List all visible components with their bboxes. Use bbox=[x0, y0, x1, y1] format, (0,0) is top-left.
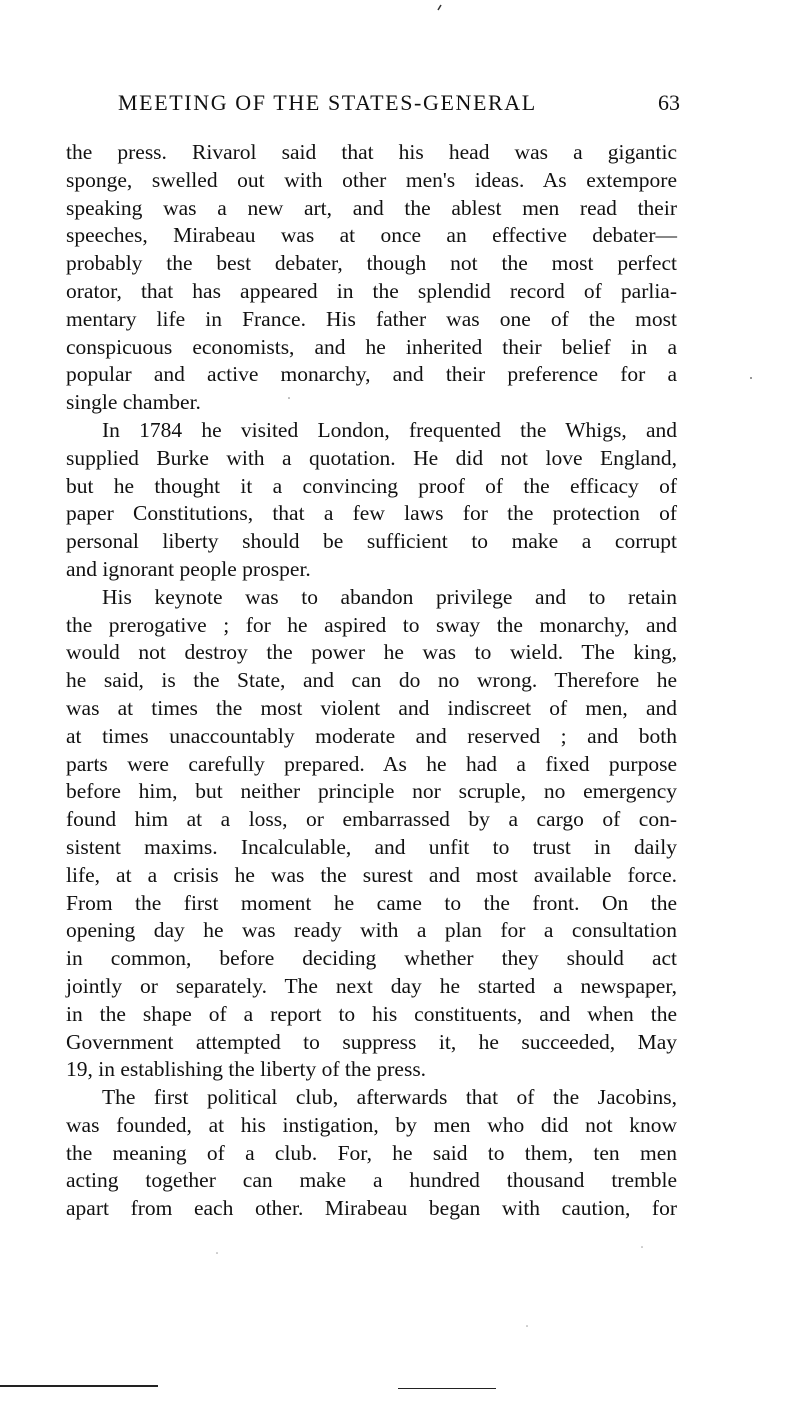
text-line: popular and active monarchy, and their preference for a bbox=[66, 362, 677, 387]
text-line: the prerogative ; for he aspired to sway the monarchy, and bbox=[66, 612, 677, 637]
text-line: jointly or separately. The next day he started a newspaper, bbox=[66, 973, 677, 998]
scan-speck bbox=[750, 377, 752, 379]
text-line: single chamber. bbox=[66, 390, 201, 415]
text-line: found him at a loss, or embarrassed by a cargo of con- bbox=[66, 807, 677, 832]
text-line: parts were carefully prepared. As he had a fixed purpose bbox=[66, 751, 677, 776]
text-line: supplied Burke with a quotation. He did not love England, bbox=[66, 445, 677, 470]
text-line: the press. Rivarol said that his head was a gigantic bbox=[66, 140, 677, 164]
text-line: the meaning of a club. For, he said to them, ten men bbox=[66, 1140, 677, 1165]
body-text bbox=[66, 139, 677, 1223]
text-line: was founded, at his instigation, by men who did not know bbox=[66, 1112, 677, 1137]
text-line: but he thought it a convincing proof of the efficacy of bbox=[66, 473, 677, 498]
text-line: mentary life in France. His father was one of the most bbox=[66, 306, 677, 331]
text-line: In 1784 he visited London, frequented the Whigs, and bbox=[102, 417, 677, 442]
text-line: His keynote was to abandon privilege and to retain bbox=[102, 584, 677, 609]
running-head-title: MEETING OF THE STATES-GENERAL bbox=[118, 90, 537, 115]
text-line: life, at a crisis he was the surest and most available force. bbox=[66, 862, 677, 887]
text-line: in the shape of a report to his constituents, and when the bbox=[66, 1001, 677, 1026]
text-line: would not destroy the power he was to wield. The king, bbox=[66, 640, 677, 665]
scan-speck bbox=[438, 5, 441, 10]
text-line: conspicuous economists, and he inherited their belief in a bbox=[66, 334, 677, 359]
text-line: at times unaccountably moderate and reserved ; and both bbox=[66, 723, 677, 748]
scan-speck bbox=[526, 1325, 528, 1327]
text-line: before him, but neither principle nor scruple, no emergency bbox=[66, 779, 677, 804]
text-line: was at times the most violent and indiscreet of men, and bbox=[66, 695, 677, 720]
text-line: sistent maxims. Incalculable, and unfit to trust in daily bbox=[66, 834, 677, 859]
scan-speck bbox=[216, 1252, 218, 1254]
running-head bbox=[118, 88, 680, 118]
page-number: 63 bbox=[658, 90, 680, 115]
text-line: paper Constitutions, that a few laws for the protection of bbox=[66, 501, 677, 526]
text-line: sponge, swelled out with other men's ideas. As extempore bbox=[66, 167, 677, 192]
text-line: The first political club, afterwards that of the Jacobins, bbox=[102, 1085, 677, 1110]
text-line: speaking was a new art, and the ablest men read their bbox=[66, 195, 677, 220]
text-line: and ignorant people prosper. bbox=[66, 556, 311, 581]
text-line: From the first moment he came to the front. On the bbox=[66, 890, 677, 915]
text-line: acting together can make a hundred thousand tremble bbox=[66, 1168, 677, 1193]
text-line: probably the best debater, though not the most perfect bbox=[66, 251, 677, 276]
text-line: opening day he was ready with a plan for a consultation bbox=[66, 918, 677, 943]
footer-rule bbox=[398, 1388, 496, 1389]
text-line: Government attempted to suppress it, he succeeded, May bbox=[66, 1029, 677, 1054]
text-line: speeches, Mirabeau was at once an effective debater— bbox=[66, 223, 677, 248]
text-line: he said, is the State, and can do no wrong. Therefore he bbox=[66, 668, 677, 693]
text-line: 19, in establishing the liberty of the press. bbox=[66, 1057, 427, 1082]
text-line: in common, before deciding whether they should act bbox=[66, 946, 677, 971]
text-line: apart from each other. Mirabeau began with caution, for bbox=[66, 1196, 677, 1221]
text-line: personal liberty should be sufficient to make a corrupt bbox=[66, 529, 677, 554]
text-line: orator, that has appeared in the splendid record of parlia- bbox=[66, 278, 677, 303]
footer-rule bbox=[0, 1385, 158, 1387]
scan-speck bbox=[641, 1246, 643, 1248]
